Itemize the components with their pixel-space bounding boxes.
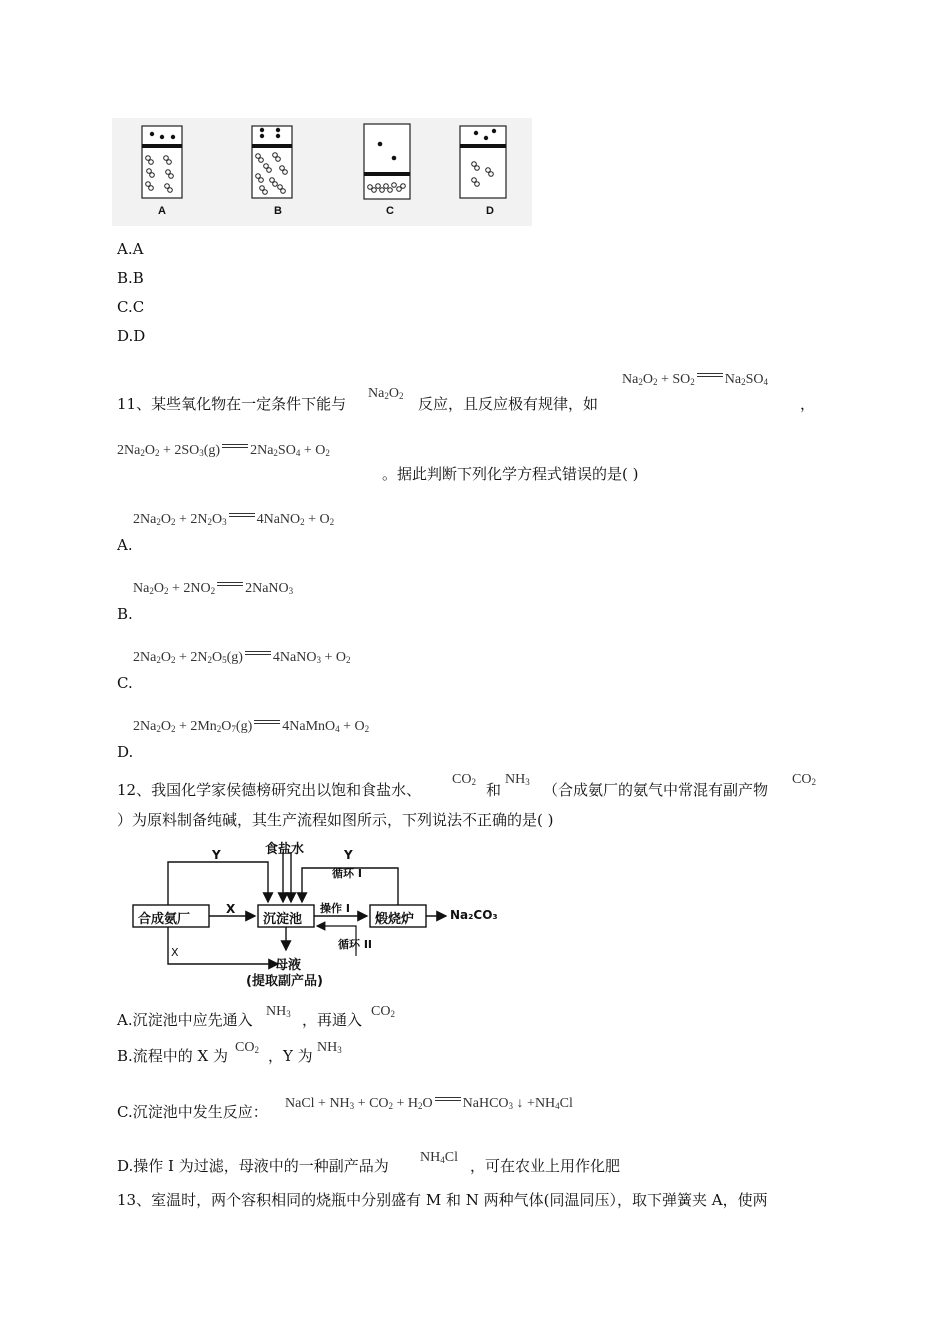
q12-option-a-mid: ，再通入 [302,1011,363,1029]
q12-option-a-pre: A.沉淀池中应先通入 [117,1011,253,1029]
container-d [460,126,506,198]
q12-option-b-mid: ，Y 为 [268,1047,313,1065]
q12-option-a-co2: $CO_2$ [371,1004,395,1019]
q12-option-b-co2: $CO_2$ [235,1040,259,1055]
flow-label-x-top: X [226,902,236,916]
flow-label-cycle-1: 循环 I [332,867,362,880]
q12-option-c[interactable] [117,1102,268,1122]
q12-and: 和 [486,781,502,799]
flow-label-y-right: Y [344,848,353,862]
q12-option-a-nh3: $NH_3$ [266,1004,291,1019]
q12-nh3: $NH_3$ [505,772,530,787]
container-label-c: C [386,205,394,217]
q12-co2-b: $CO_2$ [792,772,816,787]
q11-stem-end: 。据此判断下列化学方程式错误的是( ) [382,465,639,483]
q12-option-b-pre: B.流程中的 X 为 [117,1047,229,1065]
q11-stem-prefix: 11、某些氧化物在一定条件下能与 [117,395,347,413]
q12-co2: $CO_2$ [452,772,476,787]
q11-stem-mid: 反应，且反应极有规律，如 [418,395,599,413]
q10-option-a[interactable]: A.A [117,240,144,258]
q11-option-d-formula: $2Na_2O_2 + 2Mn_2O_7(g)$ 4NaMnO$_4$ + $O_2$ [133,719,370,734]
q11-example-equation-1: $Na_2O_2 + SO_2$ $Na_2SO_4$ [622,372,768,387]
q10-option-b[interactable]: B.B [117,269,144,287]
q11-option-c-formula: $2Na_2O_2 + 2N_2O_5(g)$ 4NaNO$_3$ + $O_2$ [133,650,351,665]
q11-example-equation-2: $2Na_2O_2 + 2SO_3(g) 2Na_2SO_4 + O_2$ [117,443,330,458]
q11-option-a[interactable]: A. [117,536,133,554]
q12-option-c-pre: C.沉淀池中发生反应： [117,1103,268,1121]
flow-label-y-left: Y [212,848,221,862]
q12-stem-line1-b: （合成氨厂的氨气中常混有副产物 [543,781,769,799]
q11-option-c[interactable]: C. [117,674,133,692]
container-label-d: D [486,205,494,217]
q12-option-d[interactable] [117,1156,389,1176]
q12-option-d-nh4cl: $NH_4Cl$ [420,1150,458,1165]
container-a [142,126,182,198]
label-x-bottom: X [171,946,179,959]
q12-option-d-end: ，可在农业上用作化肥 [470,1157,621,1175]
q10-option-d[interactable]: D.D [117,327,146,345]
q11-comma: ， [800,395,816,413]
box-furnace-label: 煅烧炉 [375,912,415,927]
container-label-b: B [274,205,282,217]
q10-option-c[interactable]: C.C [117,298,145,316]
q12-option-b-nh3: $NH_3$ [317,1040,342,1055]
q13-stem: 13、室温时，两个容积相同的烧瓶中分别盛有 M 和 N 两种气体(同温同压），取下弹簧夹 A，使两 [117,1191,768,1209]
flow-label-brine: 食盐水 [265,842,305,857]
q11-option-a-formula: $2Na_2O_2 + 2N_2O_3$ 4NaNO$_2$ + $O_2$ [133,512,335,527]
container-b [252,126,292,198]
q11-option-b[interactable]: B. [117,605,133,623]
box-settling-pool-label: 沉淀池 [263,912,303,927]
q12-option-a[interactable] [117,1010,253,1030]
flow-label-mother-liquor: 母液 [275,958,302,973]
q11-stem-line1 [117,394,346,414]
q12-option-c-formula: NaCl + $NH_3 + CO_2 + H_2O$ NaHCO$_3$ ↓ $+NH_4Cl$ [285,1096,573,1111]
flow-label-byproduct: (提取副产品) [246,974,323,989]
flow-label-operation-1: 操作 I [320,902,350,915]
box-ammonia-plant-label: 合成氨厂 [138,912,191,927]
q12-option-b[interactable] [117,1046,228,1066]
gas-containers-figure [112,118,532,226]
container-label-a: A [158,205,166,217]
flow-label-cycle-2: 循环 II [338,938,373,951]
q12-stem-line2: ）为原料制备纯碱，其生产流程如图所示，下列说法不正确的是( ) [117,811,554,829]
container-c [364,124,410,199]
q11-na2o2: $Na_2O_2$ [368,386,404,401]
q11-option-b-formula: $Na_2O_2 + 2NO_2$ 2NaNO$_3$ [133,581,294,596]
flow-label-product: Na₂CO₃ [450,908,498,922]
q11-option-d[interactable]: D. [117,743,134,761]
q12-option-d-pre: D.操作 I 为过滤，母液中的一种副产品为 [117,1157,389,1175]
q12-stem-line1-a: 12、我国化学家侯德榜研究出以饱和食盐水、 [117,781,422,799]
